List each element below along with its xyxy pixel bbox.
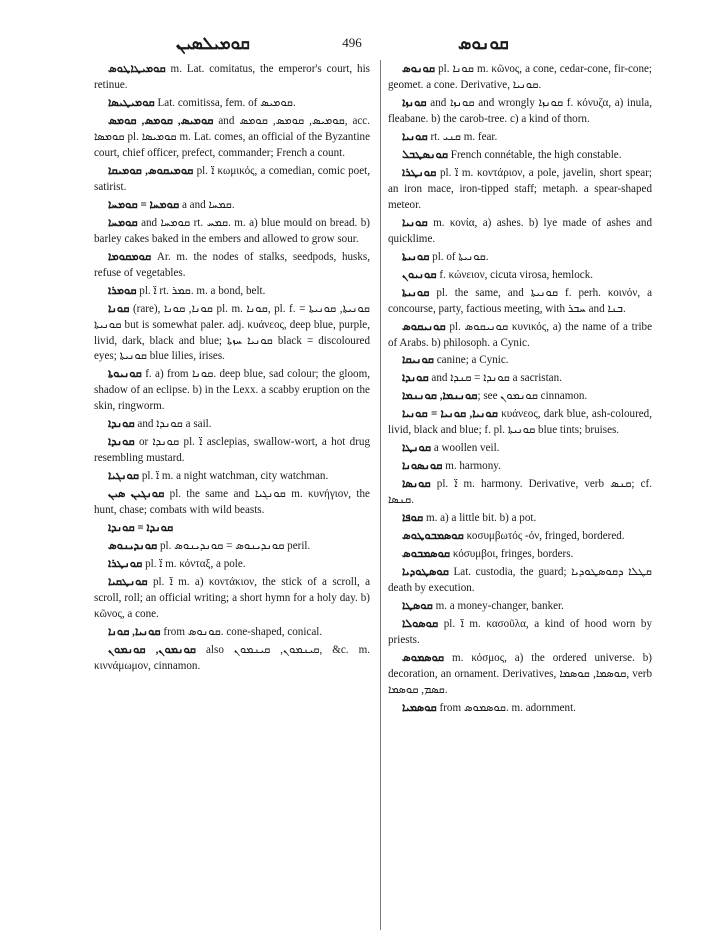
dictionary-entry [94,521,370,537]
entry-definition: also ܩܝܢܡܘܢ, ܩܝܢܡܘܢ, &c. m. κιννάμωμον, cinnamon. [94,643,370,672]
dictionary-entry [388,371,652,387]
column-divider [380,60,381,930]
syriac-headword: ܩܘܢܢܡܐ, ܩܘܢܢܡܐ [402,390,478,403]
syriac-headword: ܩܘܢܝܬܐ [402,250,430,263]
dictionary-entry [94,539,370,555]
syriac-headword: ܩܘܢܝܘܢ [402,268,437,281]
entry-definition: m. a) a little bit. b) a pot. [423,512,537,525]
dictionary-entry [388,130,652,146]
syriac-headword: ܩܘܢܕܐ = ܩܘܢܕܐ [108,522,174,535]
dictionary-entry [388,459,652,475]
dictionary-entry [94,216,370,248]
dictionary-entry [388,651,652,699]
syriac-headword: ܩܘܢܝܩܐ [402,354,434,367]
dictionary-entry [388,547,652,563]
dictionary-entry [388,216,652,248]
entry-definition: f. a) from ܩܘܢܐ. deep blue, sad colour; the gloom, shadow of an eclipse. b) in the Lexx. a scabby eruption on the skin, ringworm. [94,368,370,413]
entry-definition: canine; a Cynic. [433,354,509,367]
syriac-headword: ܩܘܡܪܐ [108,284,137,297]
entry-definition: κοσυμβωτός -όν, fringed, bordered. [463,530,625,543]
dictionary-entry [94,487,370,519]
left-column [94,62,370,677]
entry-definition: a and ܩܡܚܐ. [179,198,235,211]
dictionary-entry [388,511,652,527]
syriac-headword: ܩܘܢܣܘܢܐ [402,460,443,473]
syriac-headword: ܩܘܢܛܩܝܐ [108,576,148,589]
dictionary-entry [388,286,652,318]
syriac-headword: ܩܘܢܘܣ [402,63,436,75]
dictionary-entry [94,250,370,282]
entry-definition: pl. the same, and ܩܘܢܝܬܐ f. perh. κοινόν, a concourse, party, factious meeting, with ܚܒܪ and ܒܢܐ. [388,286,652,315]
syriac-headword: ܩܘܢܝܐ, ܩܘܢܝܐ = ܩܘܢܝܐ [402,408,498,421]
dictionary-entry [388,701,652,717]
entry-definition: or ܩܘܢܕܐ pl. ܐ̈ asclepias, swallow-wort, a hot drug resembling mustard. [94,436,370,465]
entry-definition: pl. ܩܘܢܐ m. κῶνος, a cone, cedar-cone, fir-cone; geomet. a cone. Derivative, ܩܘܢܝܐ. [388,63,652,91]
dictionary-entry [94,557,370,573]
entry-definition: French connétable, the high constable. [448,148,622,161]
entry-definition: Lat. custodia, the guard; ܩܛܠܐ ܕܩܘܣܛܘܕܝܐ death by execution. [388,566,653,595]
entry-definition: (rare), ܩܘܢܐ, ܩܘܢܐ pl. m. ܩܘܢܐ, pl. f. ܩܘܢܝܬܐ, ܩܘܢܝܬܐ = ܩܘܢܝܬܐ but is somewhat paler. adj. κυάνεος, deep blue, purple, livid, dark, black and blue; ܩܘܢܝܐ ܚܙܬܐ black = discoloured eyes; ܩܘܢܝܬܐ blue lilies, irises. [94,302,370,363]
syriac-headword: ܩܘܢܡܘܢ, ܩܘܢܡܘܢ [108,643,196,656]
syriac-headword: ܩܘܦܐ [402,512,424,525]
dictionary-entry [94,625,370,641]
dictionary-entry [94,469,370,485]
dictionary-entry [388,148,652,164]
entry-definition: m. Lat. comitatus, the emperor's court, his retinue. [94,63,370,91]
dictionary-entry [94,643,370,675]
syriac-headword: ܩܘܢܓܝܐ [108,470,140,483]
entry-definition: pl. ܐ̈ m. κόνταξ, a pole. [142,558,246,571]
syriac-headword: ܩܘܢܝܘܬܐ [108,368,142,381]
entry-definition: pl. of ܩܘܢܝܬܐ. [429,250,489,263]
entry-definition: pl. the same and ܩܘܢܓܝܐ m. κυνήγιον, the hunt, chase; combats with wild beasts. [94,488,370,517]
dictionary-entry [94,435,370,467]
dictionary-entry [94,198,370,214]
syriac-headword: ܩܘܡܝܛܐܛܘܣ [108,63,166,75]
dictionary-entry [388,250,652,266]
syriac-headword: ܩܘܢܝܬܐ [402,286,430,299]
dictionary-entry [94,62,370,94]
entry-definition: and ܩܘܢܕܐ a sail. [134,418,212,431]
syriac-headword: ܩܘܢܛܪܐ [108,558,143,571]
syriac-headword: ܩܘܢܓܝܢ ܣܝܢ [108,488,165,501]
dictionary-entry [388,166,652,214]
entry-definition: rt. ܩܢܝ m. fear. [427,130,498,143]
entry-definition: pl. ܩܘܢܕܝܢܘܣ = ܩܘܢܕܝܢܘܣ peril. [157,540,311,553]
entry-definition: a woollen veil. [431,442,500,455]
dictionary-entry [388,96,652,128]
entry-definition: from ܩܘܣܡܘܣ. m. adornment. [436,701,576,714]
syriac-headword: ܩܘܡܚܐ = ܩܘܡܚܐ [108,198,180,211]
left-running-headword: ܩܘܡܝܠܣܝܢ [176,34,250,53]
syriac-headword: ܩܘܢܕܝܢܘܣ [108,540,158,553]
dictionary-entry [388,477,652,509]
entry-definition: Ar. m. the nodes of stalks, seedpods, husks, refuse of vegetables. [94,250,370,279]
syriac-headword: ܩܘܢܝܐ [402,130,428,143]
syriac-headword: ܩܘܣܡܘܣ [402,651,445,664]
syriac-headword: ܩܘܡܝܛܝܣܐ [108,96,155,109]
dictionary-entry [94,96,370,112]
entry-definition: f. κώνειον, cicuta virosa, hemlock. [436,268,594,281]
syriac-headword: ܩܘܢܐ [108,302,130,315]
dictionary-entry [388,353,652,369]
syriac-headword: ܩܘܢܕܐ [108,418,135,431]
syriac-headword: ܩܘܣܛܐ [402,600,433,613]
dictionary-entry [388,62,652,94]
entry-definition: pl. ܩܘܢܝܩܘܣ κυνικός, a) the name of a tribe of Arabs. b) philosoph. a Cynic. [388,320,653,349]
dictionary-entry [94,302,370,366]
dictionary-entry [94,284,370,300]
entry-definition: m. a money-changer, banker. [432,600,564,613]
entry-definition: m. harmony. [442,460,501,473]
syriac-headword: ܩܘܢܣܐ [402,478,431,491]
syriac-headword: ܩܘܡܚܐ [108,216,138,229]
syriac-headword: ܩܘܡܝܣ, ܩܘܡܣ, ܩܘܡܣ [108,114,214,127]
right-column [388,62,652,719]
entry-definition: pl. ܐ̈ m. κοντάριον, a pole, javelin, short spear; an iron mace, iron-tipped staff; metaph. a spear-shaped meteor. [388,166,652,211]
entry-definition: pl. ܐ̈ m. a) κοντάκιον, the stick of a scroll, a scroll, roll; an official writing; a short hymn for a holy day. b) κῶνος, a cone. [94,576,370,620]
dictionary-entry [388,268,652,284]
page-header [0,0,704,52]
entry-definition: Lat. comitissa, fem. of ܩܘܡܝܣ. [154,96,296,109]
syriac-headword: ܩܘܢܕܐ [108,436,135,449]
syriac-headword: ܩܘܢܙܐ [402,96,427,109]
entry-definition: and ܩܘܢܕܐ = ܩܢܕܐ a sacristan. [428,372,562,385]
syriac-headword: ܩܘܣܛܘܕܝܐ [402,566,449,579]
entry-definition: from ܩܘܢܘܣ. cone-shaped, conical. [160,625,323,638]
dictionary-entry [388,407,652,439]
syriac-headword: ܩܘܢܣܛܒܠ [402,148,449,161]
syriac-headword: ܩܘܢܝܐ [402,216,428,229]
dictionary-entry [94,367,370,415]
dictionary-entry [388,565,652,597]
entry-definition: and ܩܘܡܝܣ, ܩܘܡܣ, ܩܘܡܣ, acc. ܩܘܡܣܐ pl. ܩܘܡܝܣܐ m. Lat. comes, an official of the Byzantine court, chief officer, prefect, commander; French a count. [94,114,371,159]
syriac-headword: ܩܘܣܘܠܐ [402,618,439,630]
dictionary-entry [388,320,652,352]
syriac-headword: ܩܘܢܛܐ [402,442,432,455]
dictionary-entry [388,617,652,649]
dictionary-entry [94,164,370,196]
dictionary-entry [388,441,652,457]
syriac-headword: ܩܘܣܡܝܐ [402,701,437,714]
entry-definition: m. κονία, a) ashes. b) lye made of ashes and quicklime. [388,216,652,245]
dictionary-entry [94,114,370,162]
page-number: 496 [342,35,362,50]
syriac-headword: ܩܘܡܝܩܘܣ, ܩܘܡܝܩܐ [108,164,194,177]
syriac-headword: ܩܘܡܩܘܡܐ [108,250,152,263]
entry-definition: m. κόσμος, a) the ordered universe. b) decoration, an ornament. Derivatives, ܩܘܣܡܐ, ܩܘܣܡܐ, verb ܩܣܡ, ܩܘܣܡܐ. [388,651,653,696]
syriac-headword: ܩܘܣܡܒܘܣ [402,548,451,561]
dictionary-entry [388,389,652,405]
right-running-headword: ܩܘܢܘܣ [458,34,509,53]
syriac-headword: ܩܘܣܡܒܘܛܘܣ [402,530,464,543]
syriac-headword: ܩܘܢܝܐ, ܩܘܢܐ [108,625,161,638]
entry-definition: ; see ܩܘܢܡܘܢ cinnamon. [477,390,588,403]
entry-definition: pl. ܐ̈ rt. ܩܡܪ. m. a bond, belt. [136,284,266,297]
entry-definition: and ܩܘܢܙܐ and wrongly ܩܘܢܙܐ f. κόνυζα, a) inula, fleabane. b) the carob-tree. c) a kind of thorn. [388,96,652,125]
entry-definition: pl. ܐ̈ m. κασοῦλα, a kind of hood worn by priests. [388,618,652,646]
dictionary-entry [388,529,652,545]
entry-definition: κόσυμβοι, fringes, borders. [450,548,574,561]
entry-definition: and ܩܘܡܚܐ rt. ܩܡܚ. m. a) blue mould on bread. b) barley cakes baked in the embers and allowed to grow sour. [94,216,370,245]
dictionary-entry [94,417,370,433]
syriac-headword: ܩܘܢܕܐ [402,372,429,385]
dictionary-entry [94,575,370,623]
entry-definition: pl. ܐ̈ m. harmony. Derivative, verb ܩܢܣ; cf. ܩܢܣܐ. [388,478,652,507]
entry-definition: pl. ܐ̈ m. a night watchman, city watchman. [139,470,329,483]
dictionary-entry [388,599,652,615]
syriac-headword: ܩܘܢܝܩܘܣ [402,320,446,333]
entry-definition: κυάνεος, dark blue, ash-coloured, livid, black and blue; f. pl. ܩܘܢܝܬܐ blue tints; bruises. [388,408,653,437]
entry-definition: pl. ܐ̈ κωμικός, a comedian, comic poet, satirist. [94,164,370,193]
syriac-headword: ܩܘܢܛܪܐ [402,166,437,179]
